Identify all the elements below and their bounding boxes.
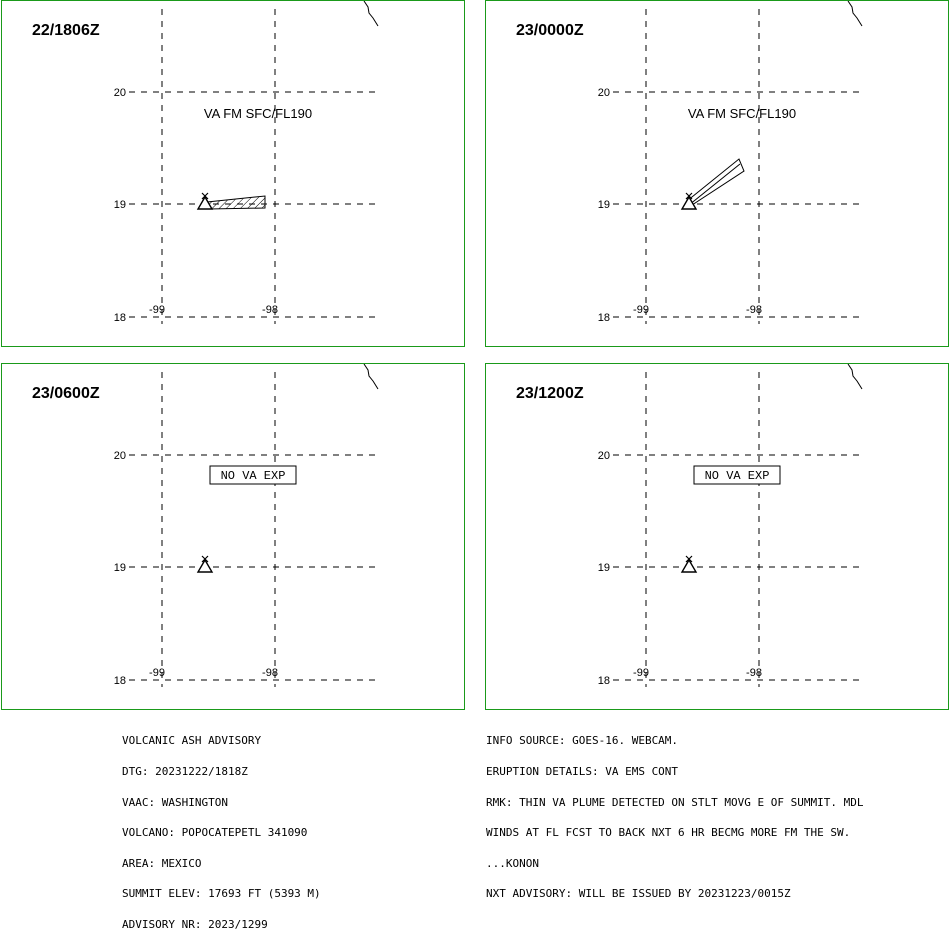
valid-time-label: 22/1806Z <box>32 22 100 39</box>
latitude-label: 18 <box>597 312 610 324</box>
latitude-label: 18 <box>113 675 126 687</box>
latitude-label: 20 <box>113 87 126 99</box>
longitude-label: -98 <box>262 304 278 316</box>
advisory-right-line: RMK: THIN VA PLUME DETECTED ON STLT MOVG E OF SUMMIT. MDL <box>486 795 864 809</box>
map-svg <box>2 364 464 709</box>
no-va-label: NO VA EXP <box>220 469 286 483</box>
valid-time-label: 23/0000Z <box>516 22 584 39</box>
map-panel-2 <box>485 0 949 347</box>
advisory-left-line: VAAC: WASHINGTON <box>122 795 228 809</box>
longitude-label: -98 <box>262 667 278 679</box>
longitude-label: -98 <box>746 304 762 316</box>
volcano-icon <box>198 560 212 572</box>
latitude-label: 20 <box>113 450 126 462</box>
longitude-label: -99 <box>149 304 165 316</box>
latitude-label: 18 <box>113 312 126 324</box>
coastline <box>848 1 862 26</box>
latitude-label: 19 <box>597 562 610 574</box>
latitude-label: 18 <box>597 675 610 687</box>
valid-time-label: 23/0600Z <box>32 385 100 402</box>
longitude-label: -98 <box>746 667 762 679</box>
longitude-label: -99 <box>633 667 649 679</box>
longitude-label: -99 <box>633 304 649 316</box>
volcano-icon <box>682 560 696 572</box>
coastline <box>848 364 862 389</box>
longitude-label: -99 <box>149 667 165 679</box>
advisory-left-line: DTG: 20231222/1818Z <box>122 765 248 778</box>
coastline <box>364 364 378 389</box>
map-panel-1 <box>1 0 465 347</box>
advisory-left-block <box>122 716 321 940</box>
advisory-right-line: ...KONON <box>486 856 539 870</box>
map-panel-4 <box>485 363 949 710</box>
ash-plume-polygon <box>207 196 265 209</box>
latitude-label: 19 <box>113 199 126 211</box>
map-svg <box>486 364 948 709</box>
valid-time-label: 23/1200Z <box>516 385 584 402</box>
advisory-left-line: VOLCANO: POPOCATEPETL 341090 <box>122 826 308 840</box>
advisory-right-block <box>486 716 864 910</box>
map-svg <box>2 1 464 346</box>
no-va-label: NO VA EXP <box>704 469 770 483</box>
va-altitude-label: VA FM SFC/FL190 <box>687 106 797 121</box>
advisory-right-line: ERUPTION DETAILS: VA EMS CONT <box>486 765 679 778</box>
latitude-label: 20 <box>597 87 610 99</box>
latitude-label: 20 <box>597 450 610 462</box>
map-panel-3 <box>1 363 465 710</box>
advisory-right-line: WINDS AT FL FCST TO BACK NXT 6 HR BECMG MORE FM THE SW. <box>486 826 851 840</box>
latitude-label: 19 <box>597 199 610 211</box>
advisory-right-line: NXT ADVISORY: WILL BE ISSUED BY 20231223/0015Z <box>486 887 791 901</box>
latitude-label: 19 <box>113 562 126 574</box>
advisory-left-line: AREA: MEXICO <box>122 856 202 870</box>
ash-plume-axis <box>689 164 740 205</box>
advisory-left-line: ADVISORY NR: 2023/1299 <box>122 917 268 931</box>
va-altitude-label: VA FM SFC/FL190 <box>203 106 313 121</box>
advisory-left-line: SUMMIT ELEV: 17693 FT (5393 M) <box>122 887 321 901</box>
advisory-right-line: INFO SOURCE: GOES-16. WEBCAM. <box>486 734 679 748</box>
map-svg <box>486 1 948 346</box>
coastline <box>364 1 378 26</box>
advisory-left-line: VOLCANIC ASH ADVISORY <box>122 734 262 748</box>
